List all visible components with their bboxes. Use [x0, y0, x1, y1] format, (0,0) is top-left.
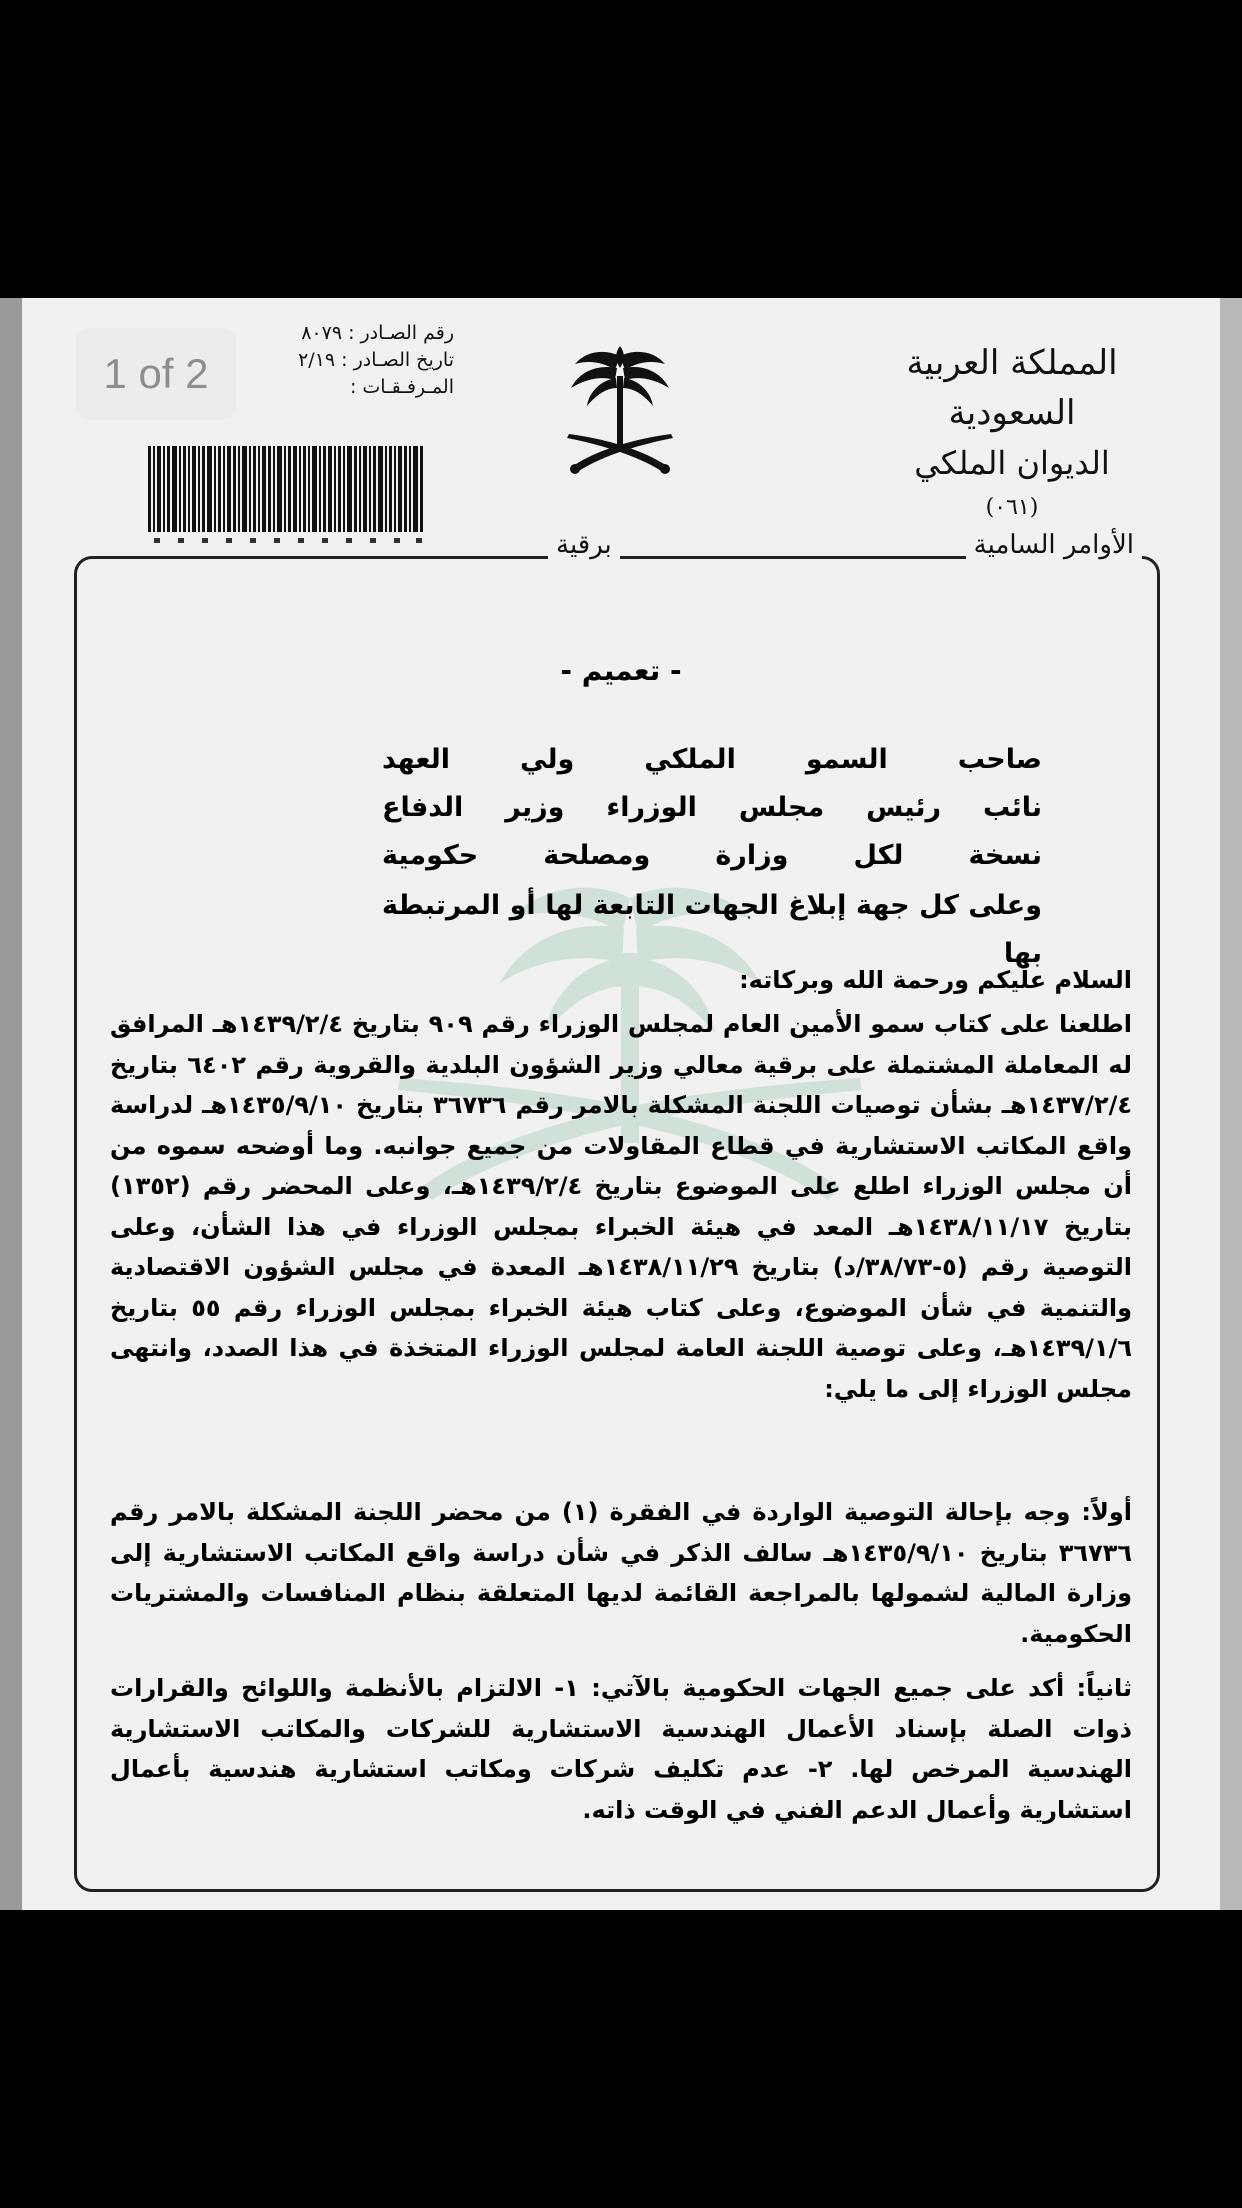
kingdom-name: المملكة العربية السعودية: [906, 343, 1118, 433]
paragraph-second: ثانياً: أكد على جميع الجهات الحكومية بالآتي: ١- الالتزام بالأنظمة واللوائح والقرارات ذوات الصلة بإسناد الأعمال الهندسية الاستشارية للشركات والمكاتب الاستشارية الهندسية المرخص لها. ٢- عدم تكليف شركات ومكاتب استشارية هندسية بأعمال استشارية وأعمال الدعم الفني في الوقت ذاته.: [110, 1674, 1133, 1824]
diwan-name: الديوان الملكي: [914, 444, 1110, 482]
orders-label: الأوامر السامية: [966, 530, 1142, 560]
telegram-label: برقية: [548, 530, 620, 560]
page-edge-left: [0, 298, 22, 1910]
palm-swords-emblem: [545, 338, 695, 488]
page-indicator: 1 of 2: [76, 328, 236, 420]
document-subject: - تعميم -: [560, 654, 682, 687]
paragraph-first: أولاً: وجه بإحالة التوصية الواردة في الفقرة (١) من محضر اللجنة المشكلة بالامر رقم ٣٦٧٣٦ بتاريخ ١٤٣٥/٩/١٠هـ سالف الذكر في شأن دراسة واقع المكاتب الاستشارية إلى وزارة المالية لشمولها بالمراجعة القائمة لديها المتعلقة بنظام المنافسات والمشتريات الحكومية.: [110, 1498, 1133, 1648]
attachments: المـرفـقـات :: [349, 376, 454, 398]
document-page: [0, 298, 1242, 1910]
issue-number: رقم الصـادر : ٨٠٧٩: [301, 322, 454, 344]
greeting: السلام عليكم ورحمة الله وبركاته:: [739, 966, 1132, 994]
addressee-line: نائب رئيس مجلس الوزراء وزير الدفاع: [382, 792, 1042, 823]
issue-date: تاريخ الصـادر : ٢/١٩: [298, 349, 454, 371]
office-code: (٠٦١): [985, 495, 1039, 520]
page-edge-right: [1220, 298, 1242, 1910]
addressee-line: وعلى كل جهة إبلاغ الجهات التابعة لها أو المرتبطة بها: [382, 890, 1042, 969]
issue-meta: [244, 320, 454, 401]
paragraph-main: اطلعنا على كتاب سمو الأمين العام لمجلس الوزراء رقم ٩٠٩ بتاريخ ١٤٣٩/٢/٤هـ المرافق له المعاملة المشتملة على برقية معالي وزير الشؤون البلدية والقروية رقم ٦٤٠٢ بتاريخ ١٤٣٧/٢/٤هـ بشأن توصيات اللجنة المشكلة بالامر رقم ٣٦٧٣٦ بتاريخ ١٤٣٥/٩/١٠هـ لدراسة واقع المكاتب الاستشارية في قطاع المقاولات من جميع جوانبه. وما أوضحه سموه من أن مجلس الوزراء اطلع على الموضوع بتاريخ ١٤٣٩/٢/٤هـ، وعلى المحضر رقم (١٣٥٢) بتاريخ ١٤٣٨/١١/١٧هـ المعد في هيئة الخبراء بمجلس الوزراء في هذا الشأن، وعلى التوصية رقم (٥-٣٨/٧٣/د) بتاريخ ١٤٣٨/١١/٢٩هـ المعدة في مجلس الشؤون الاقتصادية والتنمية في شأن الموضوع، وعلى كتاب هيئة الخبراء بمجلس الوزراء رقم ٥٥ بتاريخ ١٤٣٩/١/٦هـ، وعلى توصية اللجنة العامة لمجلس الوزراء المتخذة في هذا الصدد، وانتهى مجلس الوزراء إلى ما يلي:: [110, 1010, 1133, 1403]
barcode: [148, 446, 428, 546]
addressee-line: صاحب السمو الملكي ولي العهد: [382, 744, 1042, 775]
addressee-line: نسخة لكل وزارة ومصلحة حكومية: [382, 840, 1042, 871]
kingdom-header: [842, 338, 1182, 528]
